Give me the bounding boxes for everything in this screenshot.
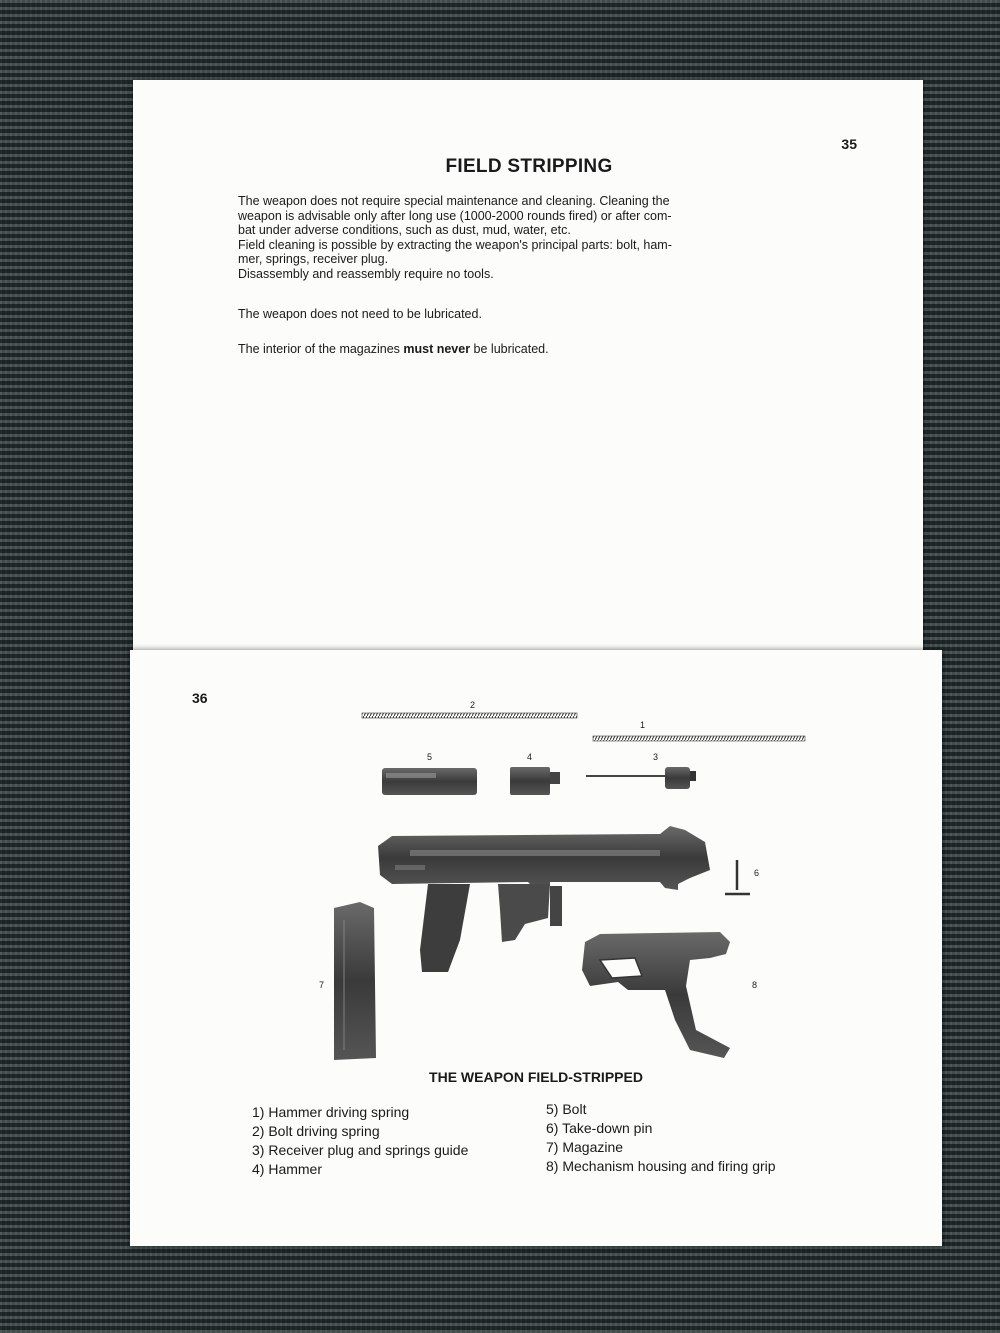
paragraph-maintenance: [238, 194, 803, 281]
legend-item: 5) Bolt: [546, 1101, 587, 1117]
legend-item: 4) Hammer: [252, 1161, 323, 1177]
receiver-plug-part: [586, 767, 696, 789]
text-segment: be lubricated.: [470, 342, 549, 356]
emphasis-text: must never: [403, 342, 471, 356]
legend-item: 8) Mechanism housing and firing grip: [546, 1158, 776, 1174]
legend-item: 3) Receiver plug and springs guide: [252, 1142, 469, 1158]
text-line: Field cleaning is possible by extracting the weapon's principal parts: bolt, ham-: [238, 237, 672, 252]
bolt-part: [382, 768, 477, 795]
text-segment: The interior of the magazines: [238, 342, 404, 356]
page-35: [133, 80, 923, 660]
legend-item: 2) Bolt driving spring: [252, 1123, 380, 1139]
part-label-2: 2: [470, 700, 476, 710]
legend-item: 7) Magazine: [546, 1139, 624, 1155]
page-number: 36: [192, 690, 208, 706]
bolt-driving-spring: [362, 713, 577, 718]
text-line: weapon is advisable only after long use (1000-2000 rounds fired) or after com-: [238, 208, 672, 223]
part-label-6: 6: [754, 868, 760, 878]
part-label-4: 4: [527, 752, 533, 762]
section-title: FIELD STRIPPING: [445, 156, 613, 177]
hammer-part: [510, 767, 560, 795]
part-label-1: 1: [640, 720, 646, 730]
field-stripped-diagram: [130, 650, 942, 1070]
page-number: 35: [841, 136, 857, 152]
text-line: Disassembly and reassembly require no tools.: [238, 266, 494, 281]
parts-legend-left: [252, 1103, 468, 1179]
part-label-5: 5: [427, 752, 433, 762]
paragraph-magazines: [238, 342, 803, 357]
part-label-8: 8: [752, 980, 758, 990]
magazine-part: [334, 902, 376, 1060]
mechanism-housing-part: [582, 932, 730, 1058]
text-line: The weapon does not require special maintenance and cleaning. Cleaning the: [238, 194, 670, 208]
legend-item: 1) Hammer driving spring: [252, 1104, 410, 1120]
figure-caption: THE WEAPON FIELD-STRIPPED: [429, 1069, 643, 1085]
paragraph-lubrication: The weapon does not need to be lubricated.: [238, 307, 482, 321]
parts-legend-right: [546, 1100, 776, 1176]
hammer-driving-spring: [593, 736, 805, 741]
take-down-pin-part: [725, 860, 750, 894]
text-line: mer, springs, receiver plug.: [238, 252, 389, 266]
part-label-3: 3: [653, 752, 659, 762]
page-36: [130, 650, 942, 1246]
legend-item: 6) Take-down pin: [546, 1120, 653, 1136]
part-label-7: 7: [319, 980, 325, 990]
text-line: bat under adverse conditions, such as dust, mud, water, etc.: [238, 223, 571, 237]
